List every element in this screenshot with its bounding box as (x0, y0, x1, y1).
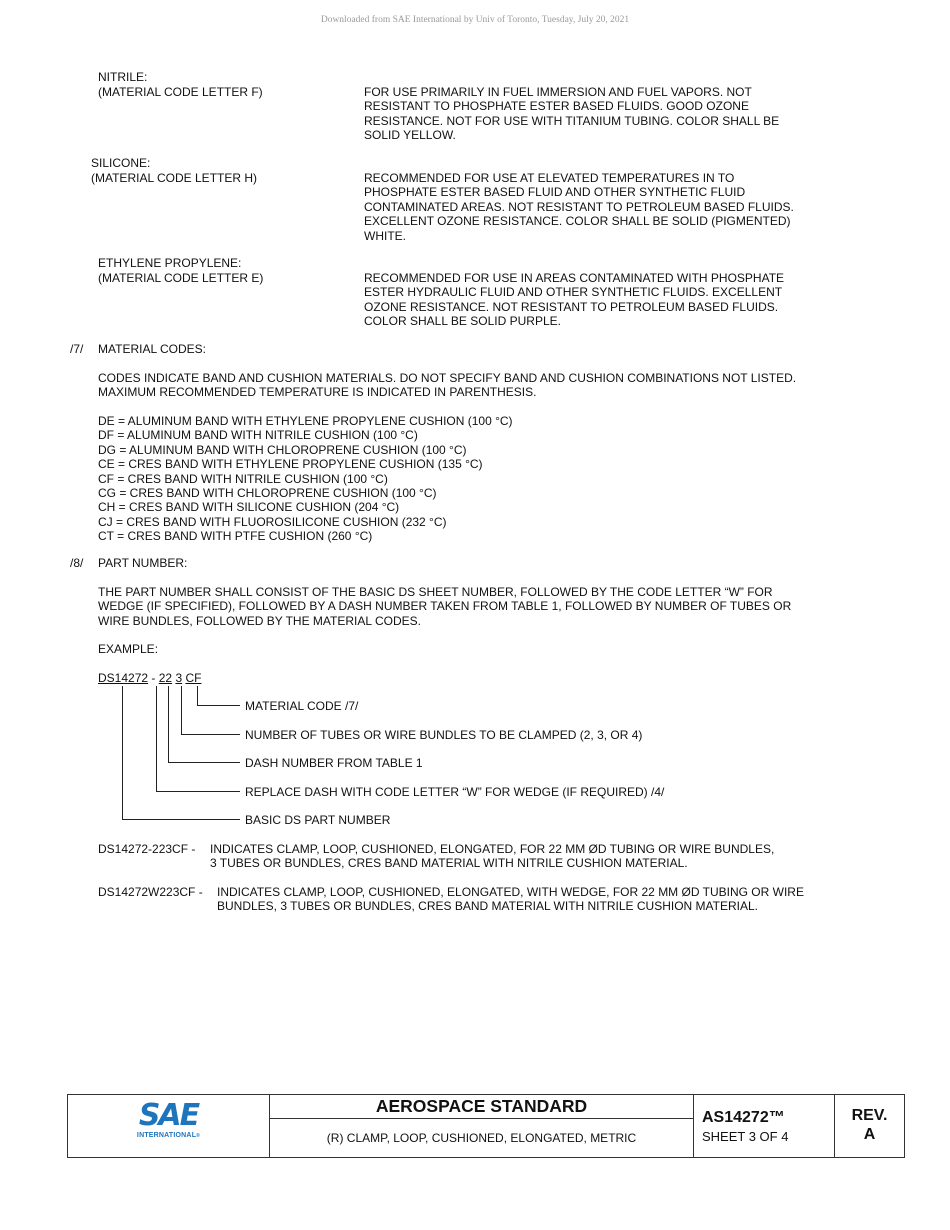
leader-basic-h (122, 819, 240, 820)
download-watermark: Downloaded from SAE International by Univ of Toronto, Tuesday, July 20, 2021 (320, 15, 630, 25)
sae-logo (68, 1100, 269, 1141)
list-item: CH = CRES BAND WITH SILICONE CUSHION (204 °C) (98, 500, 400, 515)
desc-line: CONTAMINATED AREAS. NOT RESISTANT TO PETROLEUM BASED FLUIDS. (364, 199, 794, 214)
leader-tubes-h (181, 734, 240, 735)
material-name-ethylene-propylene: ETHYLENE PROPYLENE: (98, 256, 242, 270)
list-item: DF = ALUMINUM BAND WITH NITRILE CUSHION (100 °C) (98, 428, 418, 443)
paragraph-line: THE PART NUMBER SHALL CONSIST OF THE BASIC DS SHEET NUMBER, FOLLOWED BY THE CODE LETTER “W” FOR (98, 585, 773, 599)
list-item: CG = CRES BAND WITH CHLOROPRENE CUSHION (100 °C) (98, 486, 437, 501)
logo-cell (68, 1095, 270, 1157)
callout-basic-part-number: BASIC DS PART NUMBER (245, 813, 391, 827)
leader-tubes-v (181, 686, 182, 734)
material-desc-ethylene-propylene (364, 271, 784, 329)
example-desc-2b: BUNDLES, 3 TUBES OR BUNDLES, CRES BAND MATERIAL WITH NITRILE CUSHION MATERIAL. (217, 899, 758, 913)
list-item: DE = ALUMINUM BAND WITH ETHYLENE PROPYLENE CUSHION (100 °C) (98, 414, 513, 428)
leader-material-h (197, 705, 240, 706)
list-item: CT = CRES BAND WITH PTFE CUSHION (260 °C) (98, 529, 373, 544)
callout-material-code: MATERIAL CODE /7/ (245, 699, 359, 713)
example-label: EXAMPLE: (98, 642, 159, 656)
desc-line: FOR USE PRIMARILY IN FUEL IMMERSION AND FUEL VAPORS. NOT (364, 85, 752, 99)
list-item: DG = ALUMINUM BAND WITH CHLOROPRENE CUSHION (100 °C) (98, 442, 467, 457)
pn-size: 22 (158, 671, 173, 685)
intro-line: MAXIMUM RECOMMENDED TEMPERATURE IS INDICATED IN PARENTHESIS. (98, 385, 537, 400)
intro-line: CODES INDICATE BAND AND CUSHION MATERIALS. DO NOT SPECIFY BAND AND CUSHION COMBINATIONS NOT LISTED. (98, 371, 797, 385)
note-marker-8: /8/ (70, 556, 84, 570)
document-type-title: AEROSPACE STANDARD (270, 1095, 693, 1119)
example-pn-2: DS14272W223CF - (98, 885, 203, 899)
note-heading-part-number: PART NUMBER: (98, 556, 188, 570)
note-marker-7: /7/ (70, 342, 84, 356)
leader-wedge-v (156, 686, 157, 791)
leader-dash-number-v (168, 686, 169, 762)
desc-line: RECOMMENDED FOR USE IN AREAS CONTAMINATED WITH PHOSPHATE (364, 271, 785, 285)
material-code-list (98, 414, 513, 544)
desc-line: RECOMMENDED FOR USE AT ELEVATED TEMPERATURES IN TO (364, 171, 735, 185)
material-desc-silicone (364, 171, 794, 243)
title-cell (270, 1095, 694, 1157)
desc-line: SOLID YELLOW. (364, 128, 456, 143)
revision-cell (835, 1095, 904, 1157)
example-pn-1: DS14272-223CF - (98, 842, 196, 856)
desc-line: RESISTANT TO PHOSPHATE ESTER BASED FLUIDS. GOOD OZONE (364, 99, 749, 114)
material-name-nitrile: NITRILE: (98, 70, 148, 84)
desc-line: COLOR SHALL BE SOLID PURPLE. (364, 314, 561, 329)
leader-dash-number-h (168, 762, 240, 763)
material-code-ethylene-propylene: (MATERIAL CODE LETTER E) (98, 271, 264, 285)
pn-base: DS14272 (98, 671, 149, 685)
leader-basic-v (122, 686, 123, 819)
note-heading-material-codes: MATERIAL CODES: (98, 342, 207, 356)
pn-dash: - (151, 671, 156, 685)
example-part-number (98, 671, 201, 685)
leader-material-v (197, 686, 198, 705)
material-code-nitrile: (MATERIAL CODE LETTER F) (98, 85, 263, 99)
desc-line: PHOSPHATE ESTER BASED FLUID AND OTHER SYNTHETIC FLUID (364, 185, 746, 200)
desc-line: EXCELLENT OZONE RESISTANCE. COLOR SHALL BE SOLID (PIGMENTED) (364, 214, 791, 229)
callout-number-of-tubes: NUMBER OF TUBES OR WIRE BUNDLES TO BE CLAMPED (2, 3, OR 4) (245, 728, 643, 742)
part-number-paragraph (98, 585, 791, 628)
rev-value: A (863, 1126, 876, 1143)
material-name-silicone: SILICONE: (91, 156, 151, 170)
title-block (67, 1094, 905, 1158)
document-number: AS14272™ (702, 1109, 785, 1126)
example-desc-1a: INDICATES CLAMP, LOOP, CUSHIONED, ELONGATED, FOR 22 MM ØD TUBING OR WIRE BUNDLES, (210, 842, 775, 856)
material-code-silicone: (MATERIAL CODE LETTER H) (91, 171, 258, 185)
desc-line: ESTER HYDRAULIC FLUID AND OTHER SYNTHETIC FLUIDS. EXCELLENT (364, 285, 783, 300)
desc-line: WHITE. (364, 228, 406, 243)
document-subtitle: (R) CLAMP, LOOP, CUSHIONED, ELONGATED, METRIC (326, 1131, 637, 1145)
list-item: CF = CRES BAND WITH NITRILE CUSHION (100 °C) (98, 471, 388, 486)
list-item: CE = CRES BAND WITH ETHYLENE PROPYLENE CUSHION (135 °C) (98, 457, 483, 472)
example-desc-2a: INDICATES CLAMP, LOOP, CUSHIONED, ELONGATED, WITH WEDGE, FOR 22 MM ØD TUBING OR WIRE (217, 885, 804, 899)
callout-dash-number: DASH NUMBER FROM TABLE 1 (245, 756, 423, 770)
callout-wedge: REPLACE DASH WITH CODE LETTER “W” FOR WEDGE (IF REQUIRED) /4/ (245, 785, 665, 799)
example-desc-1b: 3 TUBES OR BUNDLES, CRES BAND MATERIAL WITH NITRILE CUSHION MATERIAL. (210, 856, 688, 870)
list-item: CJ = CRES BAND WITH FLUOROSILICONE CUSHION (232 °C) (98, 514, 447, 529)
material-codes-intro (98, 371, 796, 400)
sae-logo-subtext (68, 1131, 269, 1141)
pn-material: CF (185, 671, 202, 685)
desc-line: OZONE RESISTANCE. NOT RESISTANT TO PETROLEUM BASED FLUIDS. (364, 299, 779, 314)
material-desc-nitrile (364, 85, 779, 143)
desc-line: RESISTANCE. NOT FOR USE WITH TITANIUM TUBING. COLOR SHALL BE (364, 113, 780, 128)
sheet-number: SHEET 3 OF 4 (702, 1129, 789, 1144)
paragraph-line: WEDGE (IF SPECIFIED), FOLLOWED BY A DASH NUMBER TAKEN FROM TABLE 1, FOLLOWED BY NUMBER OF TUBES OR (98, 599, 792, 614)
rev-label: REV. (851, 1107, 888, 1124)
logo-sub-text: INTERNATIONAL (136, 1132, 197, 1139)
logo-registered: ® (196, 1133, 201, 1139)
sae-logo-mark: SAE (138, 1098, 199, 1133)
doc-number-cell (694, 1095, 835, 1157)
pn-tubes: 3 (175, 671, 183, 685)
paragraph-line: WIRE BUNDLES, FOLLOWED BY THE MATERIAL CODES. (98, 613, 421, 628)
leader-wedge-h (156, 791, 240, 792)
